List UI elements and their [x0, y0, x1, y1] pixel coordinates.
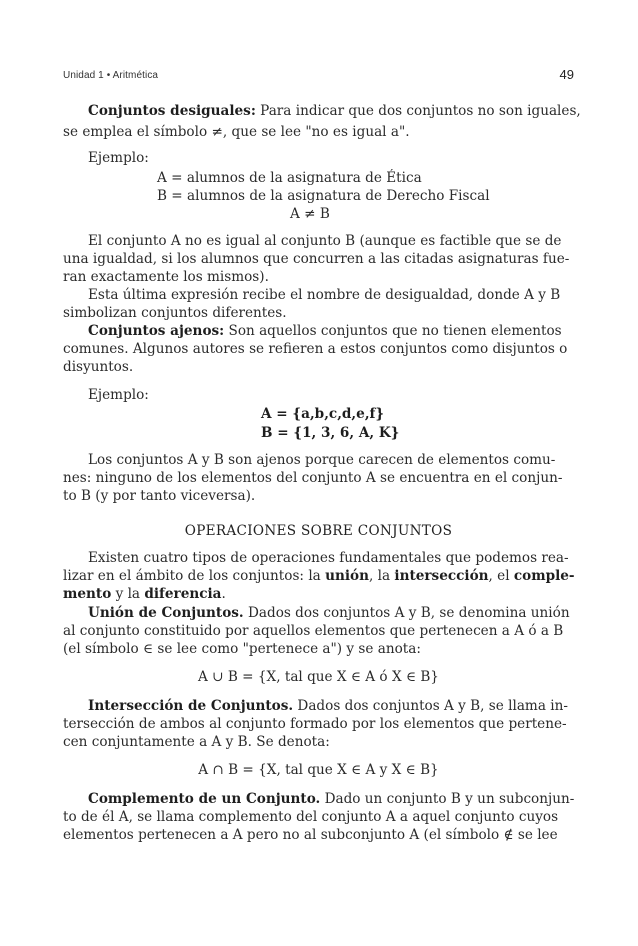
paragraph-line: elementos pertenecen a A pero no al subconjunto A (el símbolo ∉ se lee	[63, 827, 558, 843]
paragraph-line: comunes. Algunos autores se refieren a estos conjuntos como disjuntos o	[63, 341, 568, 357]
paragraph-line: Intersección de Conjuntos. Dados dos conjuntos A y B, se llama in-	[88, 698, 568, 714]
term-interseccion: intersección	[394, 568, 489, 584]
term-complemento: comple-	[513, 568, 575, 584]
term-diferencia: diferencia	[144, 586, 222, 602]
paragraph-line: cen conjuntamente a A y B. Se denota:	[63, 734, 330, 750]
paragraph-line: al conjunto constituido por aquellos elementos que pertenecen a A ó a B	[63, 623, 564, 639]
paragraph-line: Conjuntos ajenos: Son aquellos conjuntos que no tienen elementos	[88, 323, 562, 339]
term-conjuntos-ajenos: Conjuntos ajenos:	[88, 323, 225, 339]
paragraph-line: Unión de Conjuntos. Dados dos conjuntos A y B, se denomina unión	[88, 605, 570, 621]
paragraph-line: mento y la diferencia.	[63, 586, 226, 602]
paragraph-line: ran exactamente los mismos).	[63, 269, 269, 285]
example-label: Ejemplo:	[88, 150, 149, 166]
paragraph-line: una igualdad, si los alumnos que concurren a las citadas asignaturas fue-	[63, 251, 570, 267]
paragraph-line: Los conjuntos A y B son ajenos porque carecen de elementos comu-	[88, 452, 556, 468]
paragraph-line: simbolizan conjuntos diferentes.	[63, 305, 287, 321]
running-head: Unidad 1 • Aritmética	[63, 70, 159, 81]
intersection-formula: A ∩ B = {X, tal que X ∈ A y X ∈ B}	[198, 762, 439, 778]
term-union: unión	[325, 568, 369, 584]
term-interseccion-de-conjuntos: Intersección de Conjuntos.	[88, 698, 294, 714]
example-label: Ejemplo:	[88, 387, 149, 403]
example-expression: A ≠ B	[290, 206, 330, 222]
paragraph-line: se emplea el símbolo ≠, que se lee "no es igual a".	[63, 124, 410, 140]
term-conjuntos-desiguales: Conjuntos desiguales:	[88, 103, 256, 119]
page-number: 49	[559, 67, 574, 82]
set-b-expression: B = {1, 3, 6, A, K}	[261, 425, 400, 441]
paragraph-line: nes: ninguno de los elementos del conjunto A se encuentra en el conjun-	[63, 470, 563, 486]
paragraph-line: Complemento de un Conjunto. Dado un conjunto B y un subconjun-	[88, 791, 575, 807]
paragraph-line: (el símbolo ∈ se lee como "pertenece a") y se anota:	[63, 641, 421, 657]
paragraph-line: Conjuntos desiguales: Para indicar que dos conjuntos no son iguales,	[88, 103, 581, 119]
paragraph-line: El conjunto A no es igual al conjunto B (aunque es factible que se de	[88, 233, 562, 249]
paragraph-line: to de él A, se llama complemento del conjunto A a aquel conjunto cuyos	[63, 809, 559, 825]
example-line: A = alumnos de la asignatura de Ética	[157, 170, 422, 186]
paragraph-line: Esta última expresión recibe el nombre de desigualdad, donde A y B	[88, 287, 561, 303]
term-union-de-conjuntos: Unión de Conjuntos.	[88, 605, 244, 621]
term-complemento-de-un-conjunto: Complemento de un Conjunto.	[88, 791, 321, 807]
paragraph-line: lizar en el ámbito de los conjuntos: la unión, la intersección, el comple-	[63, 568, 575, 584]
paragraph-line: to B (y por tanto viceversa).	[63, 488, 256, 504]
section-heading: OPERACIONES SOBRE CONJUNTOS	[184, 523, 453, 539]
union-formula: A ∪ B = {X, tal que X ∈ A ó X ∈ B}	[198, 669, 439, 685]
set-a-expression: A = {a,b,c,d,e,f}	[261, 406, 385, 422]
paragraph-line: Existen cuatro tipos de operaciones fundamentales que podemos rea-	[88, 550, 569, 566]
paragraph-line: tersección de ambos al conjunto formado por los elementos que pertene-	[63, 716, 567, 732]
paragraph-line: disyuntos.	[63, 359, 134, 375]
example-line: B = alumnos de la asignatura de Derecho Fiscal	[157, 188, 490, 204]
